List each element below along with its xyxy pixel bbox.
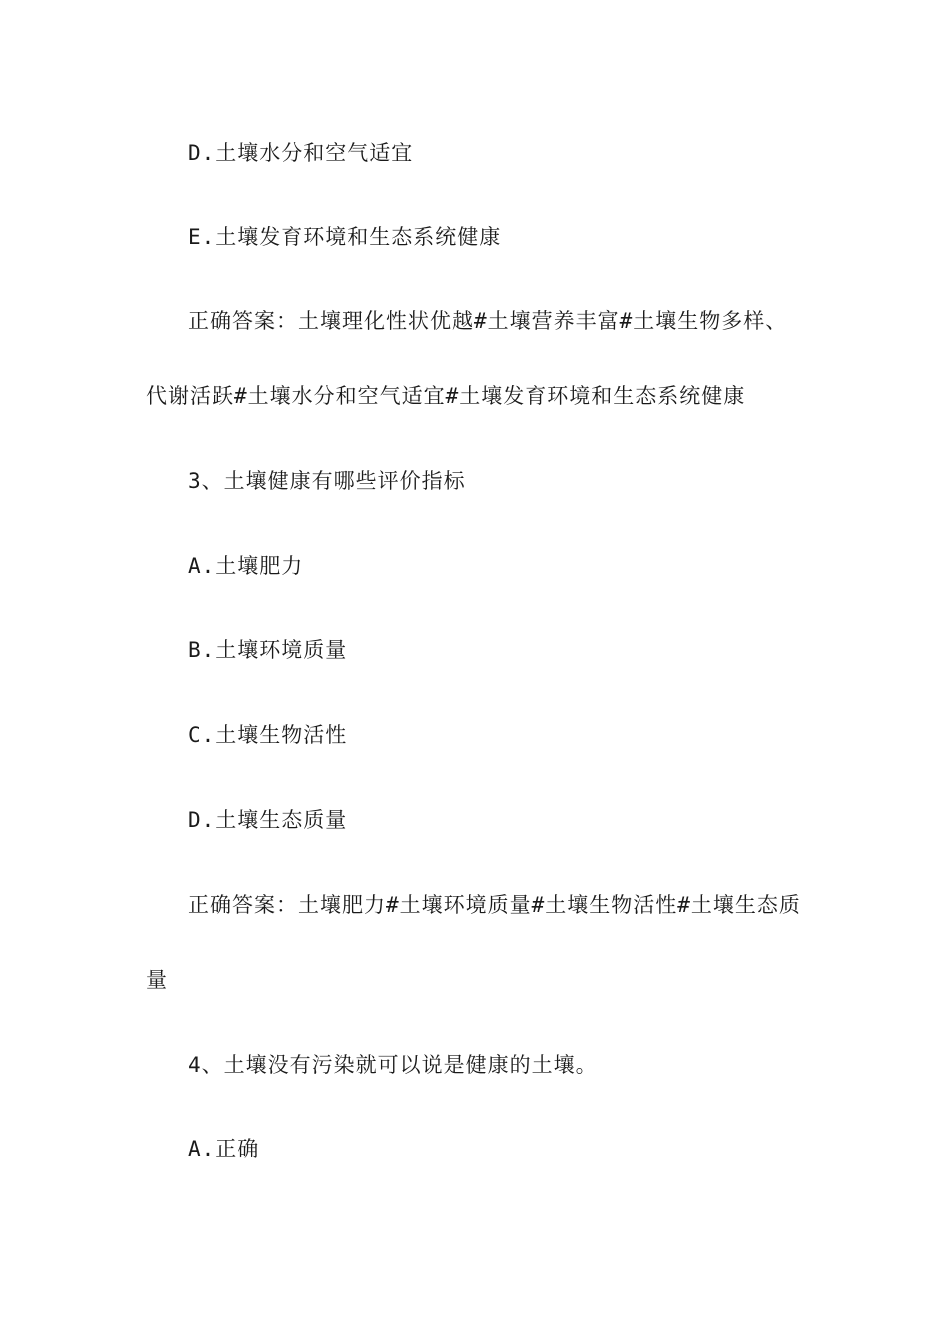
q2-answer-line2: 代谢活跃#土壤水分和空气适宜#土壤发育环境和生态系统健康 bbox=[146, 384, 746, 408]
q2-answer-line1: 正确答案：土壤理化性状优越#土壤营养丰富#土壤生物多样、 bbox=[188, 309, 788, 333]
q3-answer-line2: 量 bbox=[146, 968, 168, 992]
q3-option-c: C.土壤生物活性 bbox=[188, 723, 348, 747]
q4-option-a: A.正确 bbox=[188, 1137, 260, 1161]
q3-option-a: A.土壤肥力 bbox=[188, 554, 304, 578]
q3-option-d: D.土壤生态质量 bbox=[188, 808, 348, 832]
q2-option-e: E.土壤发育环境和生态系统健康 bbox=[188, 225, 502, 249]
q3-question: 3、土壤健康有哪些评价指标 bbox=[188, 469, 466, 493]
q3-option-b: B.土壤环境质量 bbox=[188, 638, 348, 662]
q3-answer-line1: 正确答案：土壤肥力#土壤环境质量#土壤生物活性#土壤生态质 bbox=[188, 893, 801, 917]
q2-option-d: D.土壤水分和空气适宜 bbox=[188, 141, 414, 165]
q4-question: 4、土壤没有污染就可以说是健康的土壤。 bbox=[188, 1053, 598, 1077]
